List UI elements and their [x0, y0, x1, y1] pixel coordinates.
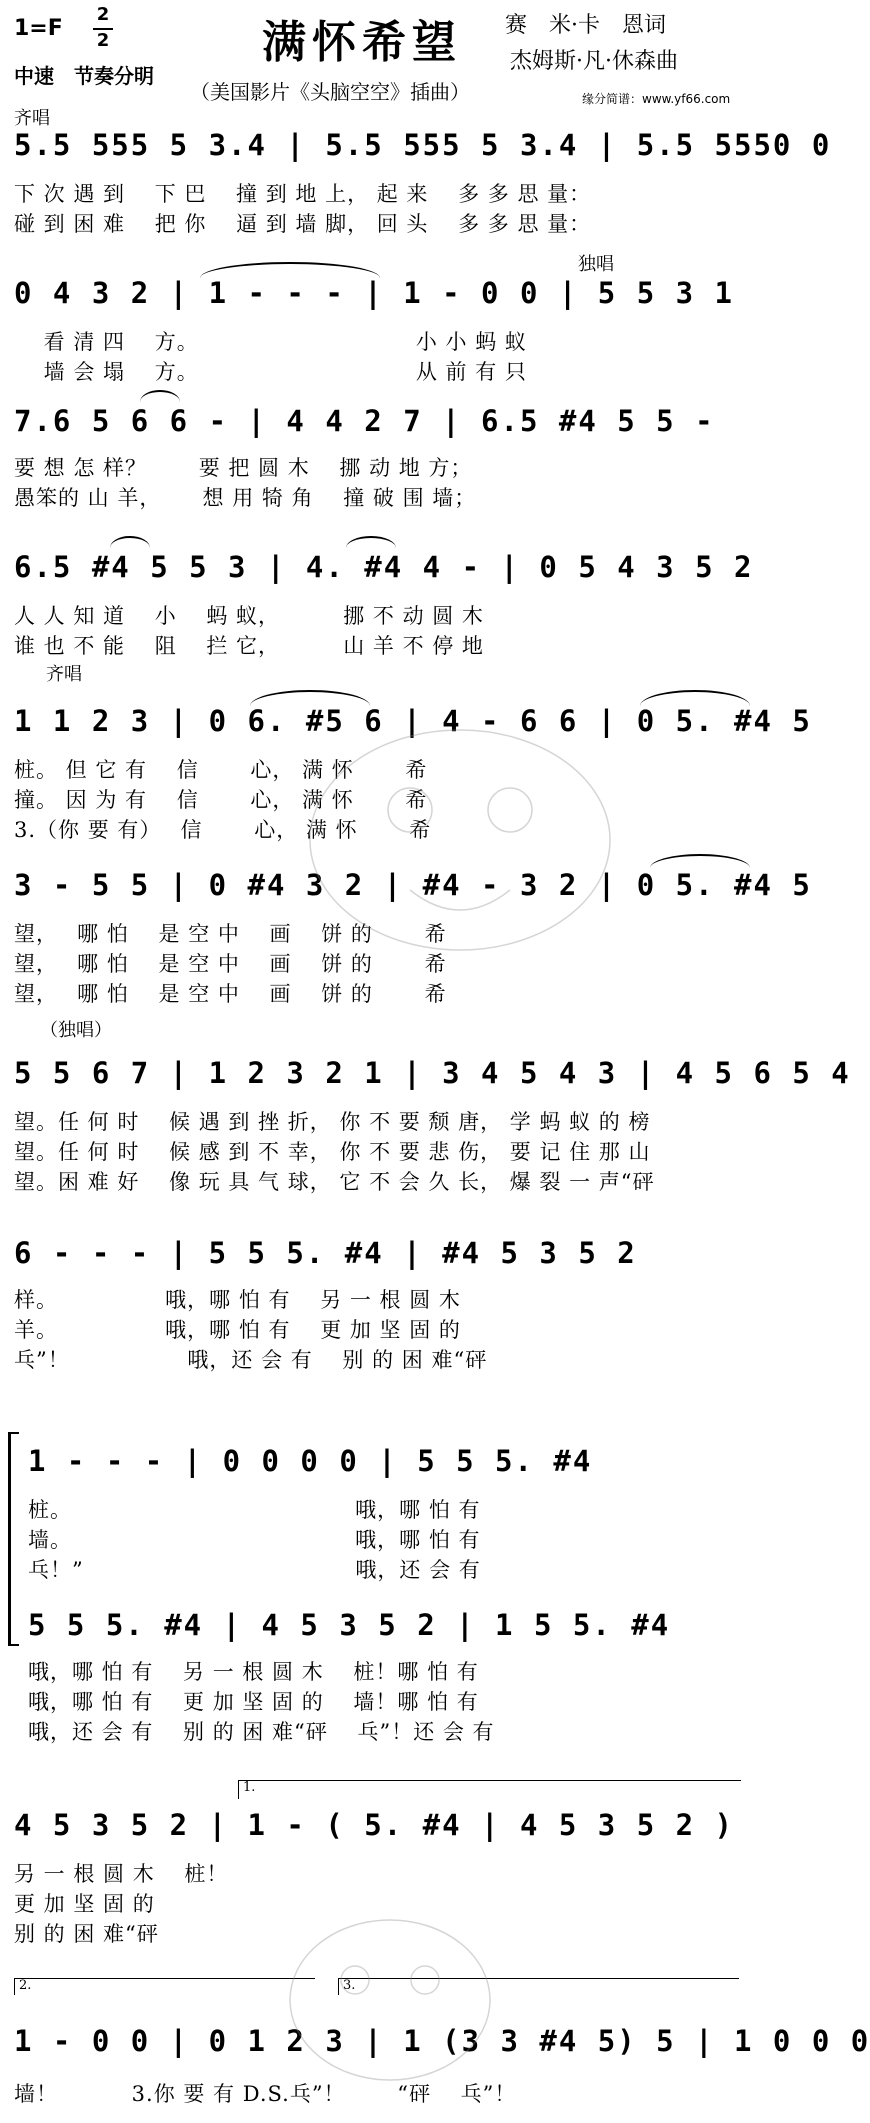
- time-signature-top: 2: [96, 4, 110, 25]
- lyric-line: 望。任 何 时 候 遇 到 挫 折， 你 不 要 颓 唐， 学 蚂 蚁 的 榜: [14, 1110, 651, 1134]
- cartoon-watermark-image: [260, 690, 660, 990]
- notation-row: 6.5 #4 5 5 3 | 4. #4 4 - | 0 5 4 3 5 2: [14, 550, 754, 584]
- section-mark-solo: 独唱: [578, 254, 614, 275]
- lyric-line: 样。 哦，哪 怕 有 另 一 根 圆 木: [14, 1288, 461, 1312]
- notation-row: 1 - 0 0 | 0 1 2 3 | 1 (3 3 #4 5) 5 | 1 0 0 0: [14, 2024, 870, 2058]
- notation-row: 4 5 3 5 2 | 1 - ( 5. #4 | 4 5 3 5 2 ): [14, 1808, 735, 1842]
- lyric-line: 另 一 根 圆 木 桩！: [14, 1862, 229, 1886]
- section-mark-unison: 齐唱: [14, 108, 50, 129]
- lyric-line: 更 加 坚 固 的: [14, 1892, 155, 1916]
- time-signature-bottom: 2: [96, 30, 110, 51]
- lyric-line: 哦，还 会 有 别 的 困 难“砰 乓”！还 会 有: [28, 1720, 495, 1744]
- lyric-line: 撞。 因 为 有 信 心， 满 怀 希: [14, 788, 428, 812]
- notation-row: 7.6 5 6 6 - | 4 4 2 7 | 6.5 #4 5 5 -: [14, 404, 715, 438]
- website-note: 缘分简谱：www.yf66.com: [582, 92, 731, 106]
- lyric-line: 桩。 但 它 有 信 心， 满 怀 希: [14, 758, 428, 782]
- composer-credit: 杰姆斯·凡·休森曲: [510, 49, 678, 74]
- notation-row: 0 4 3 2 | 1 - - - | 1 - 0 0 | 5 5 3 1: [14, 276, 735, 310]
- second-ending-label: 2.: [19, 1978, 32, 1993]
- lyric-line: 乓！” 哦，还 会 有: [28, 1558, 481, 1582]
- lyric-line: 要 想 怎 样？ 要 把 圆 木 挪 动 地 方；: [14, 456, 473, 480]
- first-ending-bracket: [238, 1780, 741, 1799]
- lyric-line: 桩。 哦，哪 怕 有: [28, 1498, 481, 1522]
- song-title: 满怀希望: [262, 17, 462, 68]
- lyric-line: 下 次 遇 到 下 巴 撞 到 地 上， 起 来 多 多 思 量：: [14, 182, 592, 206]
- lyric-line: 望， 哪 怕 是 空 中 画 饼 的 希: [14, 952, 447, 976]
- lyric-line: 望， 哪 怕 是 空 中 画 饼 的 希: [14, 982, 447, 1006]
- lyric-line: 望。困 难 好 像 玩 具 气 球， 它 不 会 久 长， 爆 裂 一 声“砰: [14, 1170, 655, 1194]
- first-ending-label: 1.: [243, 1780, 256, 1795]
- section-mark-unison: 齐唱: [46, 664, 82, 685]
- slur-mark: [140, 390, 180, 402]
- lyric-line: 愚笨的 山 羊， 想 用 犄 角 撞 破 围 墙；: [14, 486, 477, 510]
- lyric-line: 望， 哪 怕 是 空 中 画 饼 的 希: [14, 922, 447, 946]
- notation-row: 1 1 2 3 | 0 6. #5 6 | 4 - 6 6 | 0 5. #4 5: [14, 704, 812, 738]
- notation-row: 5.5 555 5 3.4 | 5.5 555 5 3.4 | 5.5 5550 0: [14, 128, 832, 162]
- notation-row: 5 5 5. #4 | 4 5 3 5 2 | 1 5 5. #4: [28, 1608, 671, 1642]
- notation-row: 5 5 6 7 | 1 2 3 2 1 | 3 4 5 4 3 | 4 5 6 5 4: [14, 1056, 851, 1090]
- repeat-bracket: [8, 1432, 19, 1646]
- notation-row: 3 - 5 5 | 0 #4 3 2 | #4 - 3 2 | 0 5. #4 5: [14, 868, 812, 902]
- lyric-line: 3.（你 要 有） 信 心， 满 怀 希: [14, 818, 432, 842]
- lyric-line: 别 的 困 难“砰: [14, 1922, 159, 1946]
- third-ending-label: 3.: [343, 1978, 356, 1993]
- slur-mark: [650, 854, 750, 868]
- slur-mark: [110, 536, 150, 548]
- source-note: （美国影片《头脑空空》插曲）: [190, 80, 470, 104]
- lyric-line: 人 人 知 道 小 蚂 蚁， 挪 不 动 圆 木: [14, 604, 484, 628]
- lyric-line: 乓”！ 哦，还 会 有 别 的 困 难“砰: [14, 1348, 488, 1372]
- key-signature: 1=F: [14, 16, 63, 41]
- notation-row: 1 - - - | 0 0 0 0 | 5 5 5. #4: [28, 1444, 593, 1478]
- lyric-line: 看 清 四 方。 小 小 蚂 蚁: [14, 330, 527, 354]
- lyric-line: 墙。 哦，哪 怕 有: [28, 1528, 481, 1552]
- slur-mark: [346, 536, 396, 548]
- lyric-line: 羊。 哦，哪 怕 有 更 加 坚 固 的: [14, 1318, 461, 1342]
- lyric-line: 墙！ 3.你 要 有 D.S.乓”！ “砰 乓”！: [14, 2082, 517, 2106]
- tempo-marking: 中速 节奏分明: [14, 64, 154, 88]
- notation-row: 6 - - - | 5 5 5. #4 | #4 5 3 5 2: [14, 1236, 637, 1270]
- lyric-line: 墙 会 塌 方。 从 前 有 只: [14, 360, 527, 384]
- cartoon-watermark-image: [260, 1900, 520, 2100]
- lyric-line: 谁 也 不 能 阻 拦 它， 山 羊 不 停 地: [14, 634, 484, 658]
- lyricist-credit: 赛 米·卡 恩词: [505, 13, 666, 38]
- lyric-line: 哦，哪 怕 有 更 加 坚 固 的 墙！哪 怕 有: [28, 1690, 479, 1714]
- lyric-line: 碰 到 困 难 把 你 逼 到 墙 脚， 回 头 多 多 思 量：: [14, 212, 592, 236]
- section-mark-solo: （独唱）: [40, 1020, 112, 1041]
- lyric-line: 哦，哪 怕 有 另 一 根 圆 木 桩！哪 怕 有: [28, 1660, 479, 1684]
- lyric-line: 望。任 何 时 候 感 到 不 幸， 你 不 要 悲 伤， 要 记 住 那 山: [14, 1140, 651, 1164]
